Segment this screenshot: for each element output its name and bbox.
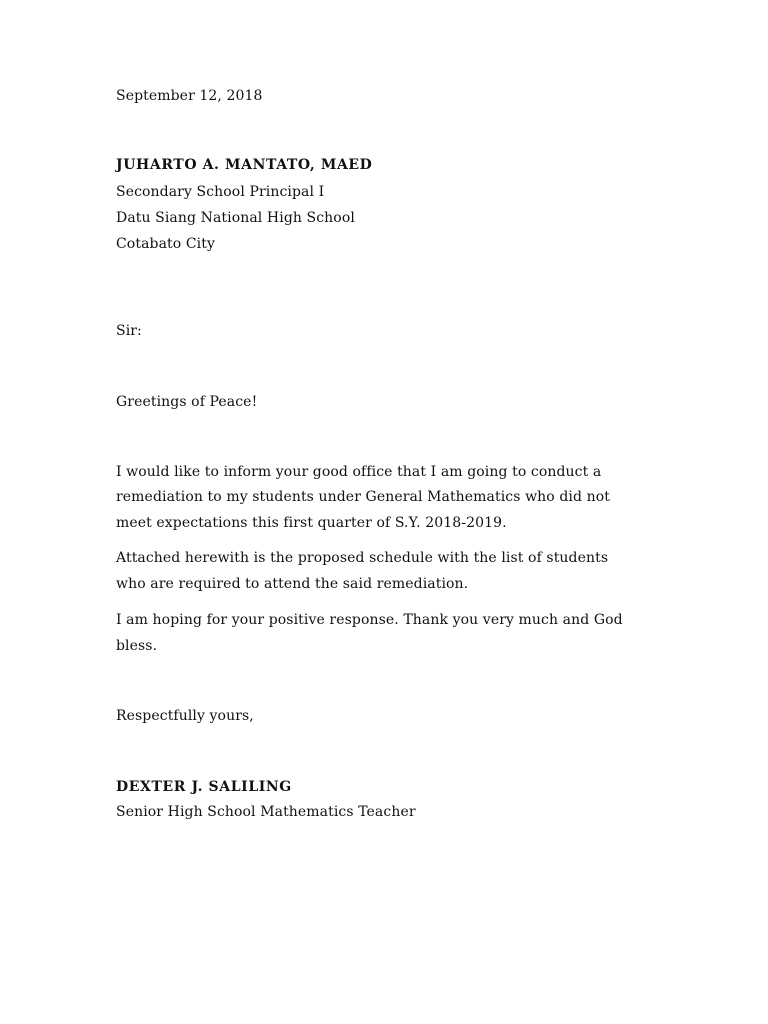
recipient-city: Cotabato City [116,236,215,252]
sender-name: DEXTER J. SALILING [116,779,292,795]
body-paragraph-1-line-3: meet expectations this first quarter of S.Y. 2018-2019. [116,515,507,531]
body-paragraph-1-line-2: remediation to my students under General Mathematics who did not [116,489,610,505]
letter-date: September 12, 2018 [116,88,263,104]
body-paragraph-3-line-2: bless. [116,638,158,654]
salutation: Sir: [116,323,142,339]
greeting: Greetings of Peace! [116,394,258,410]
closing: Respectfully yours, [116,708,254,724]
body-paragraph-1-line-1: I would like to inform your good office that I am going to conduct a [116,464,602,480]
recipient-name: JUHARTO A. MANTATO, MAED [116,157,373,173]
body-paragraph-3-line-1: I am hoping for your positive response. Thank you very much and God [116,612,623,628]
recipient-position: Secondary School Principal I [116,184,325,200]
body-paragraph-2-line-2: who are required to attend the said remediation. [116,576,469,592]
sender-title: Senior High School Mathematics Teacher [116,804,416,820]
recipient-school: Datu Siang National High School [116,210,355,226]
body-paragraph-2-line-1: Attached herewith is the proposed schedule with the list of students [116,550,609,566]
